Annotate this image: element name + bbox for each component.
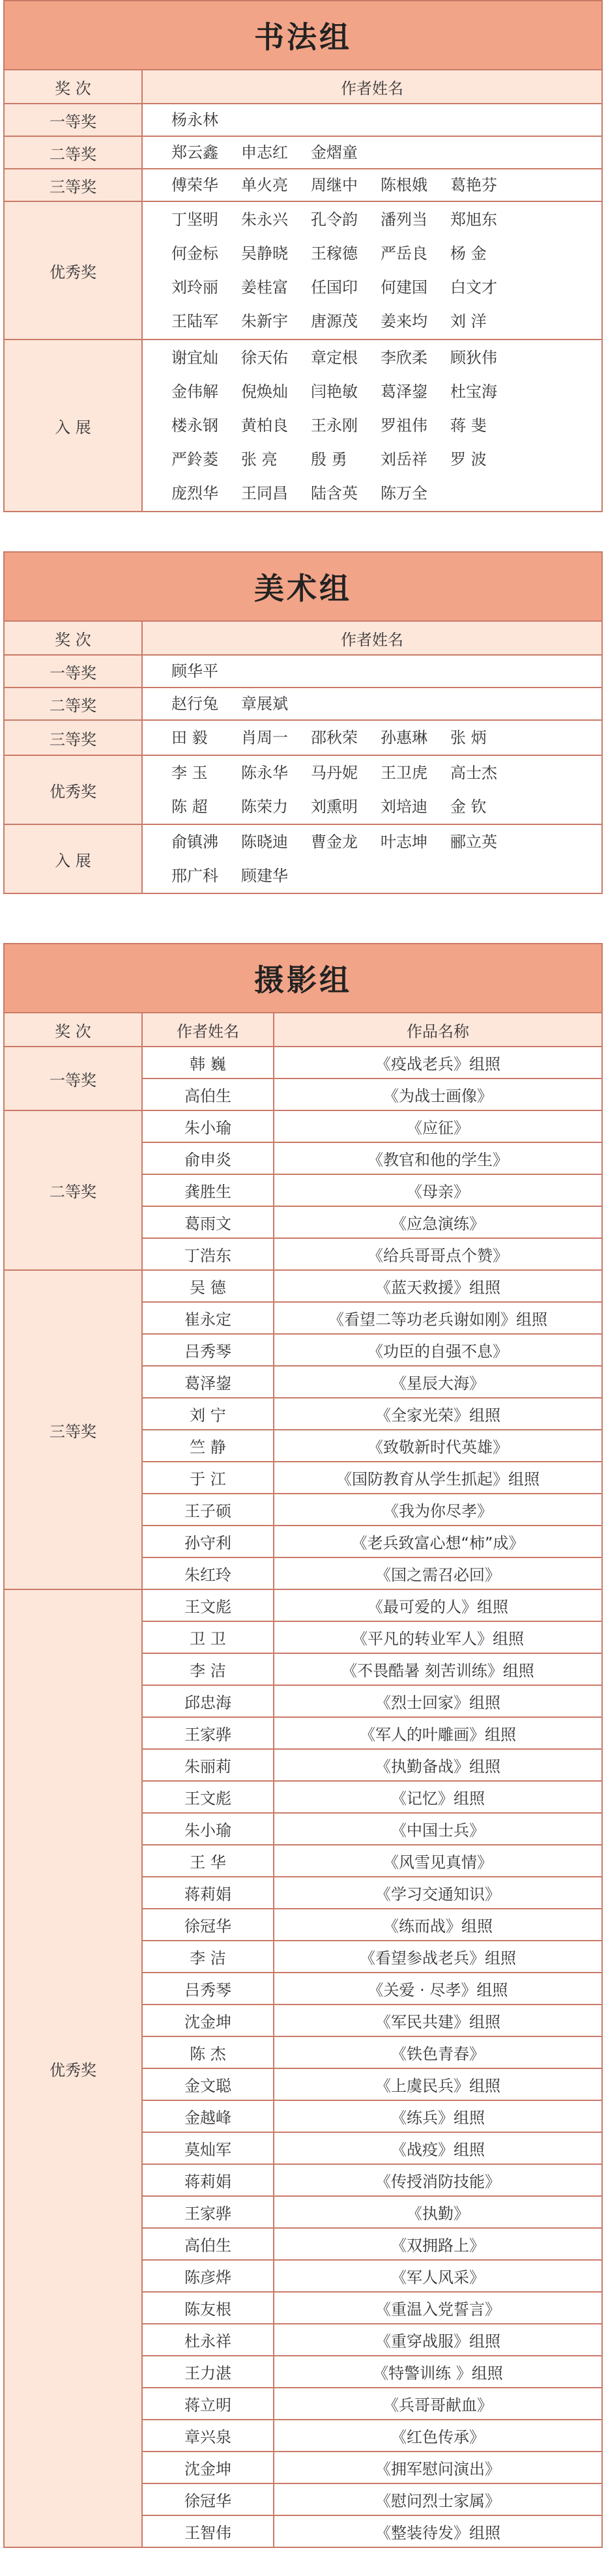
author-name: 于 江 <box>142 1462 274 1494</box>
work-title: 《铁色青春》 <box>274 2036 602 2068</box>
person-name: 刘 洋 <box>450 312 487 330</box>
name-line <box>171 203 601 237</box>
person-name: 曹金龙 <box>311 833 358 851</box>
person-name: 郦立英 <box>450 833 497 851</box>
author-name: 王家骅 <box>142 2196 274 2228</box>
photo-table <box>3 943 603 2548</box>
work-title: 《重温入党誓言》 <box>274 2292 602 2324</box>
work-title: 《母亲》 <box>274 1174 602 1206</box>
award-names <box>142 201 602 340</box>
person-name: 肖周一 <box>241 729 288 747</box>
author-name: 崔永定 <box>142 1302 274 1334</box>
work-title: 《记忆》组照 <box>274 1781 602 1813</box>
name-line <box>171 442 601 476</box>
person-name: 顾华平 <box>171 662 218 680</box>
person-name: 陈晓迪 <box>241 833 288 851</box>
work-title: 《双拥路上》 <box>274 2228 602 2260</box>
author-name: 陈 杰 <box>142 2036 274 2068</box>
person-name: 杜宝海 <box>450 383 497 401</box>
person-name: 章定根 <box>311 349 358 367</box>
person-name: 闫艳敏 <box>311 383 358 401</box>
award-names <box>142 755 602 824</box>
author-name: 章兴泉 <box>142 2420 274 2452</box>
award-label: 一等奖 <box>4 655 142 687</box>
person-name: 蒋 斐 <box>450 416 487 435</box>
person-name: 王卫虎 <box>381 764 427 782</box>
author-name: 王家骅 <box>142 1717 274 1749</box>
award-row <box>4 720 602 755</box>
name-line <box>171 171 601 199</box>
name-line <box>171 689 601 718</box>
person-name: 吴静晓 <box>241 244 288 263</box>
column-header: 奖 次 <box>4 621 142 655</box>
person-name: 郑云鑫 <box>171 143 218 162</box>
work-title: 《拥军慰问演出》 <box>274 2452 602 2483</box>
fineart-table <box>3 551 603 894</box>
person-name: 罗祖伟 <box>381 416 427 435</box>
name-line <box>171 476 601 510</box>
author-name: 朱小瑜 <box>142 1813 274 1845</box>
name-line <box>171 304 601 338</box>
work-title: 《给兵哥哥点个赞》 <box>274 1238 602 1270</box>
person-name: 庞烈华 <box>171 484 218 502</box>
person-name: 傅荣华 <box>171 176 218 194</box>
name-line <box>171 859 601 893</box>
author-name: 邱忠海 <box>142 1685 274 1717</box>
name-line <box>171 409 601 442</box>
work-title: 《全家光荣》组照 <box>274 1398 602 1430</box>
person-name: 何建国 <box>381 278 427 297</box>
author-name: 李 洁 <box>142 1653 274 1685</box>
person-name: 金伟解 <box>171 383 218 401</box>
author-name: 葛泽鋆 <box>142 1366 274 1398</box>
person-name: 楼永钢 <box>171 416 218 435</box>
award-row <box>4 687 602 720</box>
author-name: 蒋立明 <box>142 2388 274 2420</box>
author-name: 王力湛 <box>142 2356 274 2388</box>
person-name: 叶志坤 <box>381 833 427 851</box>
person-name: 高士杰 <box>450 764 497 782</box>
person-name: 张 炳 <box>450 729 487 747</box>
person-name: 顾建华 <box>241 867 288 885</box>
work-title: 《学习交通知识》 <box>274 1877 602 1909</box>
person-name: 金 钦 <box>450 798 487 816</box>
work-title: 《应征》 <box>274 1110 602 1142</box>
author-name: 高伯生 <box>142 1078 274 1110</box>
name-line <box>171 138 601 167</box>
work-title: 《国之需召必回》 <box>274 1557 602 1589</box>
person-name: 陈 超 <box>171 798 208 816</box>
award-row <box>4 824 602 893</box>
person-name: 刘培迪 <box>381 798 427 816</box>
author-name: 吴 德 <box>142 1270 274 1302</box>
person-name: 葛艳芬 <box>450 176 497 194</box>
person-name: 陈永华 <box>241 764 288 782</box>
author-name: 沈金坤 <box>142 2452 274 2483</box>
person-name: 白文才 <box>450 278 497 297</box>
author-name: 朱小瑜 <box>142 1110 274 1142</box>
award-label: 三等奖 <box>4 720 142 755</box>
work-title: 《风雪见真情》 <box>274 1845 602 1877</box>
person-name: 严岳良 <box>381 244 427 263</box>
person-name: 陈荣力 <box>241 798 288 816</box>
award-label: 优秀奖 <box>4 755 142 824</box>
person-name: 邵秋荣 <box>311 729 358 747</box>
name-line <box>171 657 601 686</box>
author-name: 陈彦烨 <box>142 2260 274 2292</box>
work-title: 《整装待发》组照 <box>274 2515 602 2547</box>
author-name: 李 洁 <box>142 1941 274 1973</box>
photo-title: 摄影组 <box>4 944 602 1013</box>
person-name: 刘熏明 <box>311 798 358 816</box>
award-label: 入 展 <box>4 340 142 512</box>
author-name: 金越峰 <box>142 2100 274 2132</box>
author-name: 蒋莉娟 <box>142 2164 274 2196</box>
person-name: 刘玲丽 <box>171 278 218 297</box>
author-name: 孙守利 <box>142 1526 274 1557</box>
award-label: 三等奖 <box>4 169 142 201</box>
name-line <box>171 722 601 753</box>
section-gap <box>0 512 606 551</box>
work-title: 《特警训练 》组照 <box>274 2356 602 2388</box>
author-name: 刘 宁 <box>142 1398 274 1430</box>
calligraphy-title: 书法组 <box>4 1 602 70</box>
award-names <box>142 655 602 687</box>
person-name: 张 亮 <box>241 450 278 469</box>
name-line <box>171 375 601 409</box>
award-row <box>4 169 602 201</box>
column-header: 作品名称 <box>274 1013 602 1047</box>
person-name: 姜来均 <box>381 312 427 330</box>
work-title: 《星辰大海》 <box>274 1366 602 1398</box>
author-name: 王 华 <box>142 1845 274 1877</box>
work-title: 《慰问烈士家属》 <box>274 2483 602 2515</box>
author-name: 韩 巍 <box>142 1047 274 1078</box>
person-name: 严鈴菱 <box>171 450 218 469</box>
column-header: 作者姓名 <box>142 70 602 104</box>
work-title: 《军人风采》 <box>274 2260 602 2292</box>
award-label: 一等奖 <box>4 104 142 136</box>
work-title: 《军人的叶雕画》组照 <box>274 1717 602 1749</box>
person-name: 李欣柔 <box>381 349 427 367</box>
award-label: 一等奖 <box>4 1047 142 1110</box>
column-header: 奖 次 <box>4 70 142 104</box>
entry-row <box>4 1270 602 1302</box>
name-line <box>171 270 601 304</box>
author-name: 卫 卫 <box>142 1621 274 1653</box>
header-row <box>4 1013 602 1047</box>
author-name: 朱丽莉 <box>142 1749 274 1781</box>
author-name: 朱红玲 <box>142 1557 274 1589</box>
column-header: 作者姓名 <box>142 1013 274 1047</box>
person-name: 孔令韵 <box>311 210 358 229</box>
award-names <box>142 169 602 201</box>
author-name: 丁浩东 <box>142 1238 274 1270</box>
work-title: 《看望二等功老兵谢如刚》组照 <box>274 1302 602 1334</box>
award-names <box>142 687 602 720</box>
person-name: 单火亮 <box>241 176 288 194</box>
person-name: 潘列当 <box>381 210 427 229</box>
author-name: 王文彪 <box>142 1589 274 1621</box>
name-line <box>171 825 601 859</box>
section-gap <box>0 894 606 943</box>
author-name: 金文聪 <box>142 2068 274 2100</box>
work-title: 《应急演练》 <box>274 1206 602 1238</box>
work-title: 《练兵》组照 <box>274 2100 602 2132</box>
entry-row <box>4 1047 602 1078</box>
award-row <box>4 755 602 824</box>
person-name: 黄柏良 <box>241 416 288 435</box>
person-name: 邢广科 <box>171 867 218 885</box>
entry-row <box>4 1589 602 1621</box>
person-name: 徐天佑 <box>241 349 288 367</box>
name-line <box>171 106 601 134</box>
person-name: 孙惠琳 <box>381 729 427 747</box>
person-name: 谢宜灿 <box>171 349 218 367</box>
work-title: 《执勤备战》组照 <box>274 1749 602 1781</box>
work-title: 《重穿战服》组照 <box>274 2324 602 2356</box>
award-row <box>4 136 602 169</box>
person-name: 马丹妮 <box>311 764 358 782</box>
award-label: 入 展 <box>4 824 142 893</box>
author-name: 杜永祥 <box>142 2324 274 2356</box>
author-name: 吕秀琴 <box>142 1973 274 2004</box>
award-label: 二等奖 <box>4 687 142 720</box>
work-title: 《传授消防技能》 <box>274 2164 602 2196</box>
name-line <box>171 341 601 375</box>
work-title: 《烈士回家》组照 <box>274 1685 602 1717</box>
work-title: 《上虞民兵》组照 <box>274 2068 602 2100</box>
work-title: 《致敬新时代英雄》 <box>274 1430 602 1462</box>
person-name: 刘岳祥 <box>381 450 427 469</box>
person-name: 章展斌 <box>241 695 288 713</box>
author-name: 竺 静 <box>142 1430 274 1462</box>
header-row <box>4 621 602 655</box>
person-name: 罗 波 <box>450 450 487 469</box>
award-label: 二等奖 <box>4 1110 142 1270</box>
fineart-title: 美术组 <box>4 552 602 621</box>
award-label: 优秀奖 <box>4 1589 142 2547</box>
work-title: 《看望参战老兵》组照 <box>274 1941 602 1973</box>
person-name: 陆含英 <box>311 484 358 502</box>
work-title: 《中国士兵》 <box>274 1813 602 1845</box>
author-name: 王文彪 <box>142 1781 274 1813</box>
name-line <box>171 756 601 790</box>
person-name: 朱新宇 <box>241 312 288 330</box>
person-name: 陈万全 <box>381 484 427 502</box>
work-title: 《平凡的转业军人》组照 <box>274 1621 602 1653</box>
person-name: 姜桂富 <box>241 278 288 297</box>
person-name: 唐源茂 <box>311 312 358 330</box>
work-title: 《战疫》组照 <box>274 2132 602 2164</box>
work-title: 《不畏酷暑 刻苦训练》组照 <box>274 1653 602 1685</box>
work-title: 《军民共建》组照 <box>274 2004 602 2036</box>
person-name: 赵行兔 <box>171 695 218 713</box>
person-name: 王永刚 <box>311 416 358 435</box>
person-name: 葛泽鋆 <box>381 383 427 401</box>
person-name: 郑旭东 <box>450 210 497 229</box>
work-title: 《老兵致富心想“柿”成》 <box>274 1526 602 1557</box>
person-name: 顾狄伟 <box>450 349 497 367</box>
author-name: 陈友根 <box>142 2292 274 2324</box>
work-title: 《功臣的自强不息》 <box>274 1334 602 1366</box>
name-line <box>171 790 601 824</box>
person-name: 丁坚明 <box>171 210 218 229</box>
author-name: 葛雨文 <box>142 1206 274 1238</box>
work-title: 《疫战老兵》组照 <box>274 1047 602 1078</box>
calligraphy-table <box>3 0 603 512</box>
person-name: 俞镇沸 <box>171 833 218 851</box>
column-header: 奖 次 <box>4 1013 142 1047</box>
author-name: 沈金坤 <box>142 2004 274 2036</box>
award-label: 三等奖 <box>4 1270 142 1589</box>
person-name: 任国印 <box>311 278 358 297</box>
work-title: 《兵哥哥献血》 <box>274 2388 602 2420</box>
award-row <box>4 104 602 136</box>
author-name: 徐冠华 <box>142 1909 274 1941</box>
person-name: 李 玉 <box>171 764 208 782</box>
award-names <box>142 340 602 512</box>
author-name: 王智伟 <box>142 2515 274 2547</box>
person-name: 何金标 <box>171 244 218 263</box>
work-title: 《关爱 · 尽孝》组照 <box>274 1973 602 2004</box>
column-header: 作者姓名 <box>142 621 602 655</box>
author-name: 高伯生 <box>142 2228 274 2260</box>
person-name: 杨 金 <box>450 244 487 263</box>
person-name: 王同昌 <box>241 484 288 502</box>
award-label: 优秀奖 <box>4 201 142 340</box>
work-title: 《蓝天救援》组照 <box>274 1270 602 1302</box>
person-name: 王陆军 <box>171 312 218 330</box>
award-names <box>142 824 602 893</box>
author-name: 吕秀琴 <box>142 1334 274 1366</box>
work-title: 《教官和他的学生》 <box>274 1142 602 1174</box>
person-name: 周继中 <box>311 176 358 194</box>
work-title: 《为战士画像》 <box>274 1078 602 1110</box>
work-title: 《我为你尽孝》 <box>274 1494 602 1526</box>
award-row <box>4 201 602 340</box>
entry-row <box>4 1110 602 1142</box>
person-name: 倪焕灿 <box>241 383 288 401</box>
award-row <box>4 655 602 687</box>
author-name: 徐冠华 <box>142 2483 274 2515</box>
work-title: 《国防教育从学生抓起》组照 <box>274 1462 602 1494</box>
person-name: 殷 勇 <box>311 450 347 469</box>
person-name: 陈根娥 <box>381 176 427 194</box>
person-name: 金熠童 <box>311 143 358 162</box>
person-name: 杨永林 <box>171 111 218 129</box>
award-names <box>142 104 602 136</box>
work-title: 《红色传承》 <box>274 2420 602 2452</box>
work-title: 《执勤》 <box>274 2196 602 2228</box>
author-name: 莫灿军 <box>142 2132 274 2164</box>
award-label: 二等奖 <box>4 136 142 169</box>
award-names <box>142 720 602 755</box>
person-name: 王稼德 <box>311 244 358 263</box>
name-line <box>171 237 601 270</box>
person-name: 田 毅 <box>171 729 208 747</box>
award-names <box>142 136 602 169</box>
work-title: 《最可爱的人》组照 <box>274 1589 602 1621</box>
work-title: 《练而战》组照 <box>274 1909 602 1941</box>
author-name: 俞申炎 <box>142 1142 274 1174</box>
author-name: 蒋莉娟 <box>142 1877 274 1909</box>
header-row <box>4 70 602 104</box>
author-name: 龚胜生 <box>142 1174 274 1206</box>
author-name: 王子硕 <box>142 1494 274 1526</box>
person-name: 朱永兴 <box>241 210 288 229</box>
person-name: 申志红 <box>241 143 288 162</box>
award-row <box>4 340 602 512</box>
